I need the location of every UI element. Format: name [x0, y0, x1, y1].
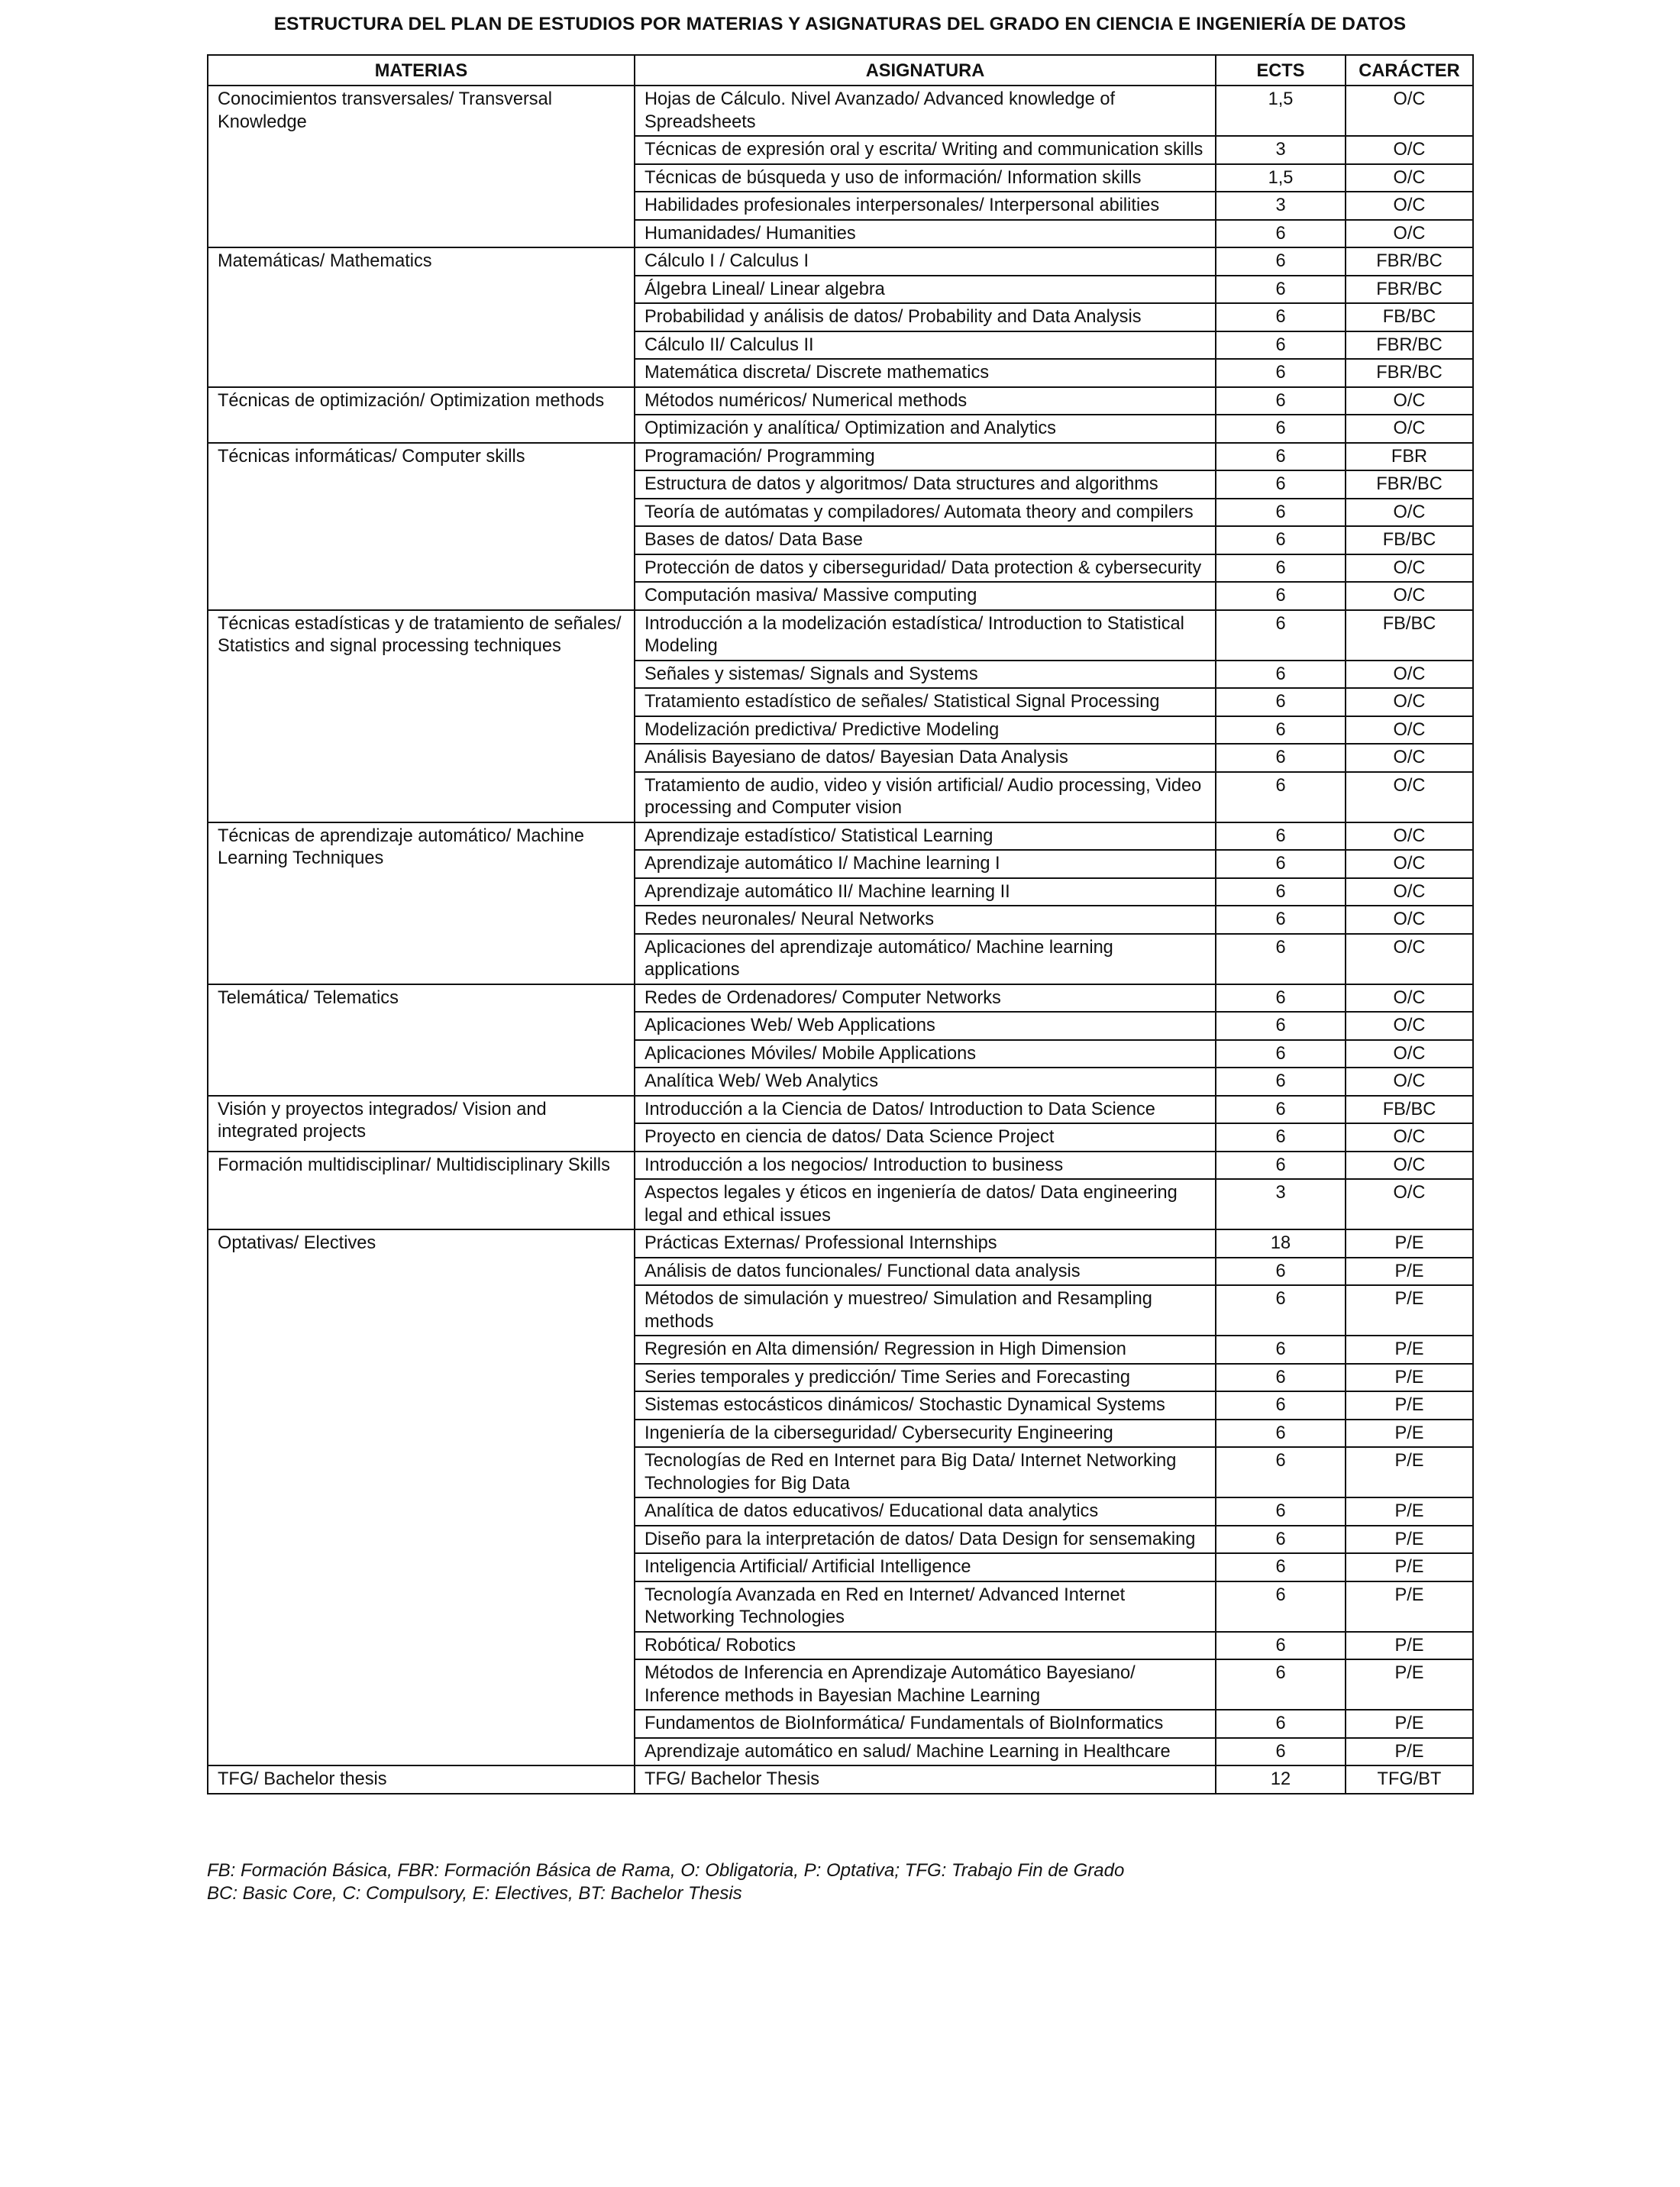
caracter-cell: O/C	[1346, 1152, 1473, 1180]
ects-cell: 6	[1216, 906, 1346, 934]
asignatura-cell: Análisis Bayesiano de datos/ Bayesian Data Analysis	[635, 744, 1216, 772]
asignatura-cell: TFG/ Bachelor Thesis	[635, 1765, 1216, 1794]
asignatura-cell: Introducción a la Ciencia de Datos/ Introduction to Data Science	[635, 1096, 1216, 1124]
asignatura-cell: Técnicas de expresión oral y escrita/ Writing and communication skills	[635, 136, 1216, 164]
materia-cell: TFG/ Bachelor thesis	[208, 1765, 635, 1794]
asignatura-cell: Analítica Web/ Web Analytics	[635, 1068, 1216, 1096]
asignatura-cell: Tratamiento estadístico de señales/ Statistical Signal Processing	[635, 688, 1216, 716]
asignatura-cell: Aplicaciones del aprendizaje automático/ Machine learning applications	[635, 934, 1216, 984]
caracter-cell: O/C	[1346, 716, 1473, 745]
caracter-cell: O/C	[1346, 984, 1473, 1013]
asignatura-cell: Introducción a la modelización estadística/ Introduction to Statistical Modeling	[635, 610, 1216, 661]
asignatura-cell: Aplicaciones Móviles/ Mobile Applications	[635, 1040, 1216, 1068]
ects-cell: 6	[1216, 276, 1346, 304]
asignatura-cell: Habilidades profesionales interpersonales/ Interpersonal abilities	[635, 192, 1216, 220]
asignatura-cell: Fundamentos de BioInformática/ Fundamentals of BioInformatics	[635, 1710, 1216, 1738]
ects-cell: 1,5	[1216, 164, 1346, 192]
asignatura-cell: Optimización y analítica/ Optimization and Analytics	[635, 415, 1216, 443]
ects-cell: 6	[1216, 1738, 1346, 1766]
asignatura-cell: Programación/ Programming	[635, 443, 1216, 471]
caracter-cell: FB/BC	[1346, 610, 1473, 661]
caracter-cell: FB/BC	[1346, 303, 1473, 331]
asignatura-cell: Redes de Ordenadores/ Computer Networks	[635, 984, 1216, 1013]
ects-cell: 6	[1216, 247, 1346, 276]
table-row	[208, 443, 1473, 471]
caracter-cell: O/C	[1346, 1068, 1473, 1096]
caracter-cell: P/E	[1346, 1447, 1473, 1497]
ects-cell: 12	[1216, 1765, 1346, 1794]
table-row	[208, 1765, 1473, 1794]
study-plan-table	[207, 54, 1474, 1795]
ects-cell: 6	[1216, 526, 1346, 554]
ects-cell: 6	[1216, 470, 1346, 499]
asignatura-cell: Aspectos legales y éticos en ingeniería de datos/ Data engineering legal and ethical issues	[635, 1179, 1216, 1229]
caracter-cell: O/C	[1346, 554, 1473, 583]
asignatura-cell: Tecnologías de Red en Internet para Big Data/ Internet Networking Technologies for Big Data	[635, 1447, 1216, 1497]
caracter-cell: P/E	[1346, 1336, 1473, 1364]
asignatura-cell: Cálculo I / Calculus I	[635, 247, 1216, 276]
caracter-cell: O/C	[1346, 688, 1473, 716]
asignatura-cell: Redes neuronales/ Neural Networks	[635, 906, 1216, 934]
caracter-cell: FB/BC	[1346, 526, 1473, 554]
ects-cell: 6	[1216, 772, 1346, 822]
asignatura-cell: Técnicas de búsqueda y uso de información/ Information skills	[635, 164, 1216, 192]
caracter-cell: O/C	[1346, 1040, 1473, 1068]
caracter-cell: O/C	[1346, 220, 1473, 248]
page-title: ESTRUCTURA DEL PLAN DE ESTUDIOS POR MATERIAS Y ASIGNATURAS DEL GRADO EN CIENCIA E INGENIERÍA DE DATOS	[273, 14, 1407, 34]
caracter-cell: O/C	[1346, 192, 1473, 220]
caracter-cell: P/E	[1346, 1258, 1473, 1286]
materia-cell: Técnicas de optimización/ Optimization methods	[208, 387, 635, 443]
ects-cell: 6	[1216, 1497, 1346, 1526]
asignatura-cell: Aplicaciones Web/ Web Applications	[635, 1012, 1216, 1040]
caracter-cell: O/C	[1346, 415, 1473, 443]
caracter-cell: P/E	[1346, 1526, 1473, 1554]
ects-cell: 6	[1216, 303, 1346, 331]
ects-cell: 6	[1216, 661, 1346, 689]
caracter-cell: O/C	[1346, 136, 1473, 164]
materia-cell: Formación multidisciplinar/ Multidisciplinary Skills	[208, 1152, 635, 1230]
caracter-cell: P/E	[1346, 1553, 1473, 1581]
ects-cell: 6	[1216, 1659, 1346, 1710]
ects-cell: 6	[1216, 1012, 1346, 1040]
caracter-cell: P/E	[1346, 1581, 1473, 1632]
asignatura-cell: Inteligencia Artificial/ Artificial Intelligence	[635, 1553, 1216, 1581]
materia-cell: Técnicas informáticas/ Computer skills	[208, 443, 635, 610]
asignatura-cell: Métodos de Inferencia en Aprendizaje Automático Bayesiano/ Inference methods in Bayesian Machine Learning	[635, 1659, 1216, 1710]
asignatura-cell: Series temporales y predicción/ Time Series and Forecasting	[635, 1364, 1216, 1392]
ects-cell: 6	[1216, 331, 1346, 360]
ects-cell: 3	[1216, 1179, 1346, 1229]
asignatura-cell: Robótica/ Robotics	[635, 1632, 1216, 1660]
ects-cell: 6	[1216, 1710, 1346, 1738]
caracter-cell: P/E	[1346, 1364, 1473, 1392]
table-row	[208, 984, 1473, 1013]
ects-cell: 6	[1216, 1096, 1346, 1124]
caracter-cell: O/C	[1346, 1012, 1473, 1040]
asignatura-cell: Métodos numéricos/ Numerical methods	[635, 387, 1216, 415]
materia-cell: Conocimientos transversales/ Transversal Knowledge	[208, 86, 635, 247]
table-body	[208, 86, 1473, 1794]
caracter-cell: O/C	[1346, 744, 1473, 772]
header-ects: ECTS	[1216, 55, 1346, 86]
table-row	[208, 1096, 1473, 1124]
table-row	[208, 822, 1473, 851]
ects-cell: 6	[1216, 1336, 1346, 1364]
ects-cell: 6	[1216, 415, 1346, 443]
asignatura-cell: Humanidades/ Humanities	[635, 220, 1216, 248]
ects-cell: 6	[1216, 934, 1346, 984]
caracter-cell: P/E	[1346, 1632, 1473, 1660]
ects-cell: 3	[1216, 136, 1346, 164]
asignatura-cell: Aprendizaje estadístico/ Statistical Learning	[635, 822, 1216, 851]
ects-cell: 6	[1216, 387, 1346, 415]
ects-cell: 6	[1216, 1258, 1346, 1286]
caracter-cell: P/E	[1346, 1285, 1473, 1336]
asignatura-cell: Protección de datos y ciberseguridad/ Data protection & cybersecurity	[635, 554, 1216, 583]
asignatura-cell: Teoría de autómatas y compiladores/ Automata theory and compilers	[635, 499, 1216, 527]
table-row	[208, 610, 1473, 661]
ects-cell: 6	[1216, 610, 1346, 661]
asignatura-cell: Tecnología Avanzada en Red en Internet/ Advanced Internet Networking Technologies	[635, 1581, 1216, 1632]
ects-cell: 6	[1216, 1581, 1346, 1632]
caracter-cell: O/C	[1346, 878, 1473, 906]
ects-cell: 6	[1216, 1447, 1346, 1497]
table-row	[208, 387, 1473, 415]
caracter-cell: O/C	[1346, 934, 1473, 984]
caracter-cell: O/C	[1346, 1123, 1473, 1152]
header-materias: MATERIAS	[208, 55, 635, 86]
asignatura-cell: Bases de datos/ Data Base	[635, 526, 1216, 554]
asignatura-cell: Señales y sistemas/ Signals and Systems	[635, 661, 1216, 689]
caracter-cell: FBR/BC	[1346, 359, 1473, 387]
asignatura-cell: Tratamiento de audio, video y visión artificial/ Audio processing, Video processing and Computer vision	[635, 772, 1216, 822]
ects-cell: 6	[1216, 688, 1346, 716]
asignatura-cell: Ingeniería de la ciberseguridad/ Cybersecurity Engineering	[635, 1420, 1216, 1448]
ects-cell: 1,5	[1216, 86, 1346, 136]
caracter-cell: TFG/BT	[1346, 1765, 1473, 1794]
asignatura-cell: Computación masiva/ Massive computing	[635, 582, 1216, 610]
ects-cell: 6	[1216, 1068, 1346, 1096]
caracter-cell: FBR/BC	[1346, 276, 1473, 304]
asignatura-cell: Prácticas Externas/ Professional Internships	[635, 1229, 1216, 1258]
ects-cell: 6	[1216, 359, 1346, 387]
ects-cell: 6	[1216, 1553, 1346, 1581]
materia-cell: Técnicas de aprendizaje automático/ Machine Learning Techniques	[208, 822, 635, 984]
ects-cell: 6	[1216, 1526, 1346, 1554]
asignatura-cell: Hojas de Cálculo. Nivel Avanzado/ Advanced knowledge of Spreadsheets	[635, 86, 1216, 136]
asignatura-cell: Aprendizaje automático en salud/ Machine Learning in Healthcare	[635, 1738, 1216, 1766]
ects-cell: 6	[1216, 1152, 1346, 1180]
asignatura-cell: Modelización predictiva/ Predictive Modeling	[635, 716, 1216, 745]
caracter-cell: FBR/BC	[1346, 247, 1473, 276]
caracter-cell: O/C	[1346, 499, 1473, 527]
ects-cell: 6	[1216, 878, 1346, 906]
caracter-cell: O/C	[1346, 86, 1473, 136]
caracter-cell: O/C	[1346, 772, 1473, 822]
caracter-cell: O/C	[1346, 164, 1473, 192]
caracter-cell: FBR/BC	[1346, 470, 1473, 499]
caracter-cell: O/C	[1346, 387, 1473, 415]
caracter-cell: O/C	[1346, 582, 1473, 610]
caracter-cell: O/C	[1346, 850, 1473, 878]
asignatura-cell: Introducción a los negocios/ Introduction to business	[635, 1152, 1216, 1180]
asignatura-cell: Cálculo II/ Calculus II	[635, 331, 1216, 360]
ects-cell: 6	[1216, 554, 1346, 583]
caracter-cell: P/E	[1346, 1391, 1473, 1420]
caracter-cell: O/C	[1346, 1179, 1473, 1229]
caracter-cell: O/C	[1346, 906, 1473, 934]
table-row	[208, 247, 1473, 276]
legend-line-spanish: FB: Formación Básica, FBR: Formación Básica de Rama, O: Obligatoria, P: Optativa; TFG: Trabajo Fin de Grado	[207, 1860, 1125, 1881]
asignatura-cell: Métodos de simulación y muestreo/ Simulation and Resampling methods	[635, 1285, 1216, 1336]
asignatura-cell: Matemática discreta/ Discrete mathematics	[635, 359, 1216, 387]
table-header-row	[208, 55, 1473, 86]
table-row	[208, 1152, 1473, 1180]
materia-cell: Telemática/ Telematics	[208, 984, 635, 1096]
asignatura-cell: Probabilidad y análisis de datos/ Probability and Data Analysis	[635, 303, 1216, 331]
header-caracter: CARÁCTER	[1346, 55, 1473, 86]
table-row	[208, 1229, 1473, 1258]
asignatura-cell: Proyecto en ciencia de datos/ Data Science Project	[635, 1123, 1216, 1152]
caracter-cell: FBR/BC	[1346, 331, 1473, 360]
header-asignatura: ASIGNATURA	[635, 55, 1216, 86]
ects-cell: 6	[1216, 1285, 1346, 1336]
asignatura-cell: Aprendizaje automático I/ Machine learning I	[635, 850, 1216, 878]
ects-cell: 6	[1216, 1040, 1346, 1068]
caracter-cell: P/E	[1346, 1738, 1473, 1766]
legend	[207, 1859, 1124, 1905]
caracter-cell: FBR	[1346, 443, 1473, 471]
ects-cell: 6	[1216, 850, 1346, 878]
materia-cell: Técnicas estadísticas y de tratamiento de señales/ Statistics and signal processing techniques	[208, 610, 635, 822]
asignatura-cell: Álgebra Lineal/ Linear algebra	[635, 276, 1216, 304]
ects-cell: 6	[1216, 1123, 1346, 1152]
ects-cell: 6	[1216, 1364, 1346, 1392]
table-row	[208, 86, 1473, 136]
caracter-cell: P/E	[1346, 1497, 1473, 1526]
ects-cell: 6	[1216, 220, 1346, 248]
ects-cell: 6	[1216, 499, 1346, 527]
caracter-cell: O/C	[1346, 822, 1473, 851]
asignatura-cell: Diseño para la interpretación de datos/ Data Design for sensemaking	[635, 1526, 1216, 1554]
ects-cell: 6	[1216, 744, 1346, 772]
ects-cell: 6	[1216, 1420, 1346, 1448]
asignatura-cell: Estructura de datos y algoritmos/ Data structures and algorithms	[635, 470, 1216, 499]
caracter-cell: P/E	[1346, 1659, 1473, 1710]
ects-cell: 6	[1216, 716, 1346, 745]
asignatura-cell: Sistemas estocásticos dinámicos/ Stochastic Dynamical Systems	[635, 1391, 1216, 1420]
caracter-cell: P/E	[1346, 1420, 1473, 1448]
asignatura-cell: Aprendizaje automático II/ Machine learning II	[635, 878, 1216, 906]
materia-cell: Visión y proyectos integrados/ Vision and integrated projects	[208, 1096, 635, 1152]
materia-cell: Optativas/ Electives	[208, 1229, 635, 1765]
ects-cell: 6	[1216, 822, 1346, 851]
caracter-cell: FB/BC	[1346, 1096, 1473, 1124]
ects-cell: 6	[1216, 443, 1346, 471]
legend-line-english: BC: Basic Core, C: Compulsory, E: Electives, BT: Bachelor Thesis	[207, 1883, 742, 1904]
ects-cell: 3	[1216, 192, 1346, 220]
ects-cell: 6	[1216, 1632, 1346, 1660]
ects-cell: 18	[1216, 1229, 1346, 1258]
ects-cell: 6	[1216, 582, 1346, 610]
materia-cell: Matemáticas/ Mathematics	[208, 247, 635, 387]
caracter-cell: P/E	[1346, 1229, 1473, 1258]
ects-cell: 6	[1216, 984, 1346, 1013]
caracter-cell: O/C	[1346, 661, 1473, 689]
caracter-cell: P/E	[1346, 1710, 1473, 1738]
ects-cell: 6	[1216, 1391, 1346, 1420]
asignatura-cell: Analítica de datos educativos/ Educational data analytics	[635, 1497, 1216, 1526]
asignatura-cell: Regresión en Alta dimensión/ Regression in High Dimension	[635, 1336, 1216, 1364]
asignatura-cell: Análisis de datos funcionales/ Functional data analysis	[635, 1258, 1216, 1286]
